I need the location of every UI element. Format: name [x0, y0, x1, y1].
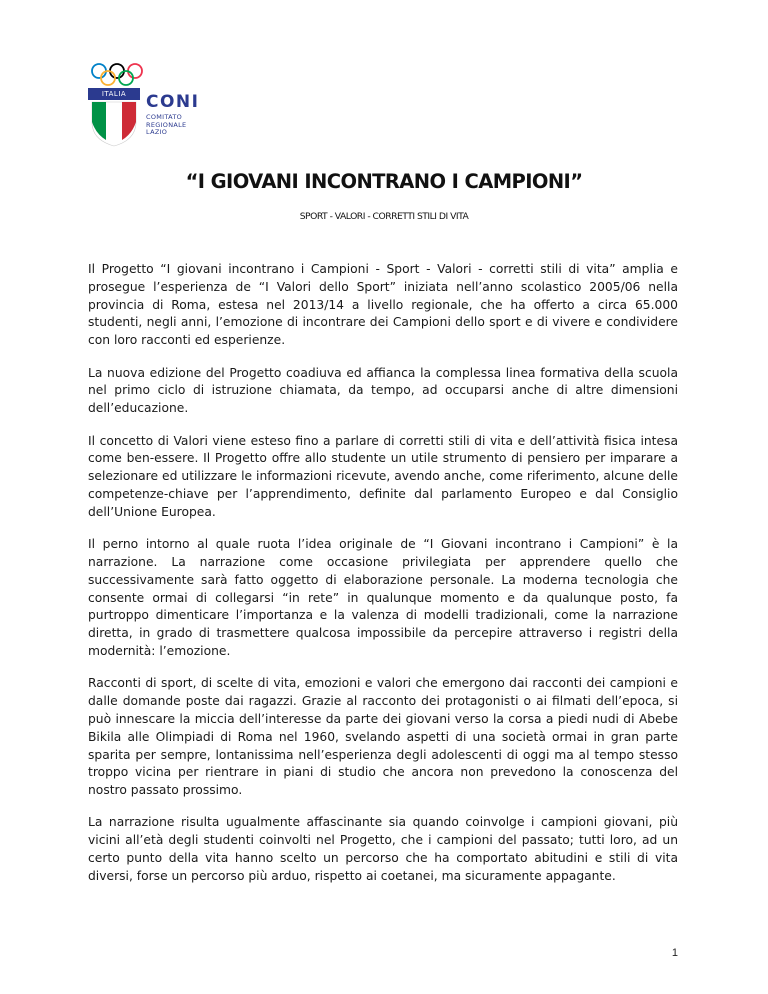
coni-sub-line: COMITATO — [146, 113, 183, 121]
coni-lazio-logo — [88, 62, 218, 148]
body-paragraph: Il perno intorno al quale ruota l’idea originale de “I Giovani incontrano i Campioni” è la narrazione. La narrazione come occasione privilegiata per apprendere quello che successivamente sarà fatto oggetto di elaborazione personale. La moderna tecnologia che consente ormai di collegarsi “in rete” in qualunque momento e da qualunque posto, fa purtroppo dimenticare l’importanza e la valenza di modelli tradizionali, come la narrazione diretta, in grado di trasmettere qualcosa impossibile da percepire attraverso i registri della modernità: l’emozione. — [88, 537, 678, 658]
coni-sub-line: LAZIO — [146, 128, 168, 136]
coni-sub-line: REGIONALE — [146, 120, 187, 129]
coni-brand-text: CONI — [146, 92, 200, 112]
italia-badge-text: ITALIA — [101, 90, 127, 98]
document-title: “I GIOVANI INCONTRANO I CAMPIONI” — [185, 170, 583, 193]
body-paragraph: Il Progetto “I giovani incontrano i Campioni - Sport - Valori - corretti stili di vita” amplia e prosegue l’esperienza de “I Valori dello Sport” iniziata nell’anno scolastico 2005/06 nella provincia di Roma, estesa nel 2013/14 a livello regionale, che ha offerto a circa 65.000 studenti, negli anni, l’emozione di incontrare dei Campioni dello sport e di vivere e condividere con loro racconti ed esperienze. — [88, 262, 678, 348]
page-number: 1 — [671, 947, 678, 959]
coni-subtitle — [146, 114, 186, 137]
olympic-rings-icon — [90, 62, 146, 88]
body-paragraph: La nuova edizione del Progetto coadiuva ed affianca la complessa linea formativa della scuola nel primo ciclo di istruzione chiamata, da tempo, ad occuparsi anche di altre dimensioni dell’educazione. — [88, 365, 678, 416]
document-body — [88, 261, 678, 900]
body-paragraph: Il concetto di Valori viene esteso fino a parlare di corretti stili di vita e dell’attività fisica intesa come ben-essere. Il Progetto offre allo studente un utile strumento di pensiero per imparare a selezionare ed utilizzare le informazioni ricevute, avendo anche, come riferimento, alcune delle competenze-chiave per l’apprendimento, definite dal parlamento Europeo e dal Consiglio dell’Unione Europea. — [88, 433, 678, 519]
body-paragraph: La narrazione risulta ugualmente affascinante sia quando coinvolge i campioni giovani, più vicini all’età degli studenti coinvolti nel Progetto, che i campioni del passato; tutti loro, ad un certo punto della vita hanno scelto un percorso che ha comportato abitudini e stili di vita diversi, forse un percorso più arduo, rispetto ai coetanei, ma sicuramente appagante. — [88, 815, 678, 883]
document-subtitle: SPORT - VALORI - CORRETTI STILI DI VITA — [299, 211, 469, 222]
body-paragraph: Racconti di sport, di scelte di vita, emozioni e valori che emergono dai racconti dei campioni e dalle domande poste dai ragazzi. Grazie al racconto dei protagonisti o ai filmati dell’epoca, si può innescare la miccia dell’interesse da parte dei giovani verso la corsa a piedi nudi di Abebe Bikila alle Olimpiadi di Roma nel 1960, svelando aspetti di una società ormai in gran parte sparita per sempre, lontanissima nell’esperienza degli adolescenti di oggi ma al tempo stesso troppo vicina per rientrare in piani di studio che ancora non prevedono la conoscenza del nostro passato prossimo. — [88, 676, 678, 798]
